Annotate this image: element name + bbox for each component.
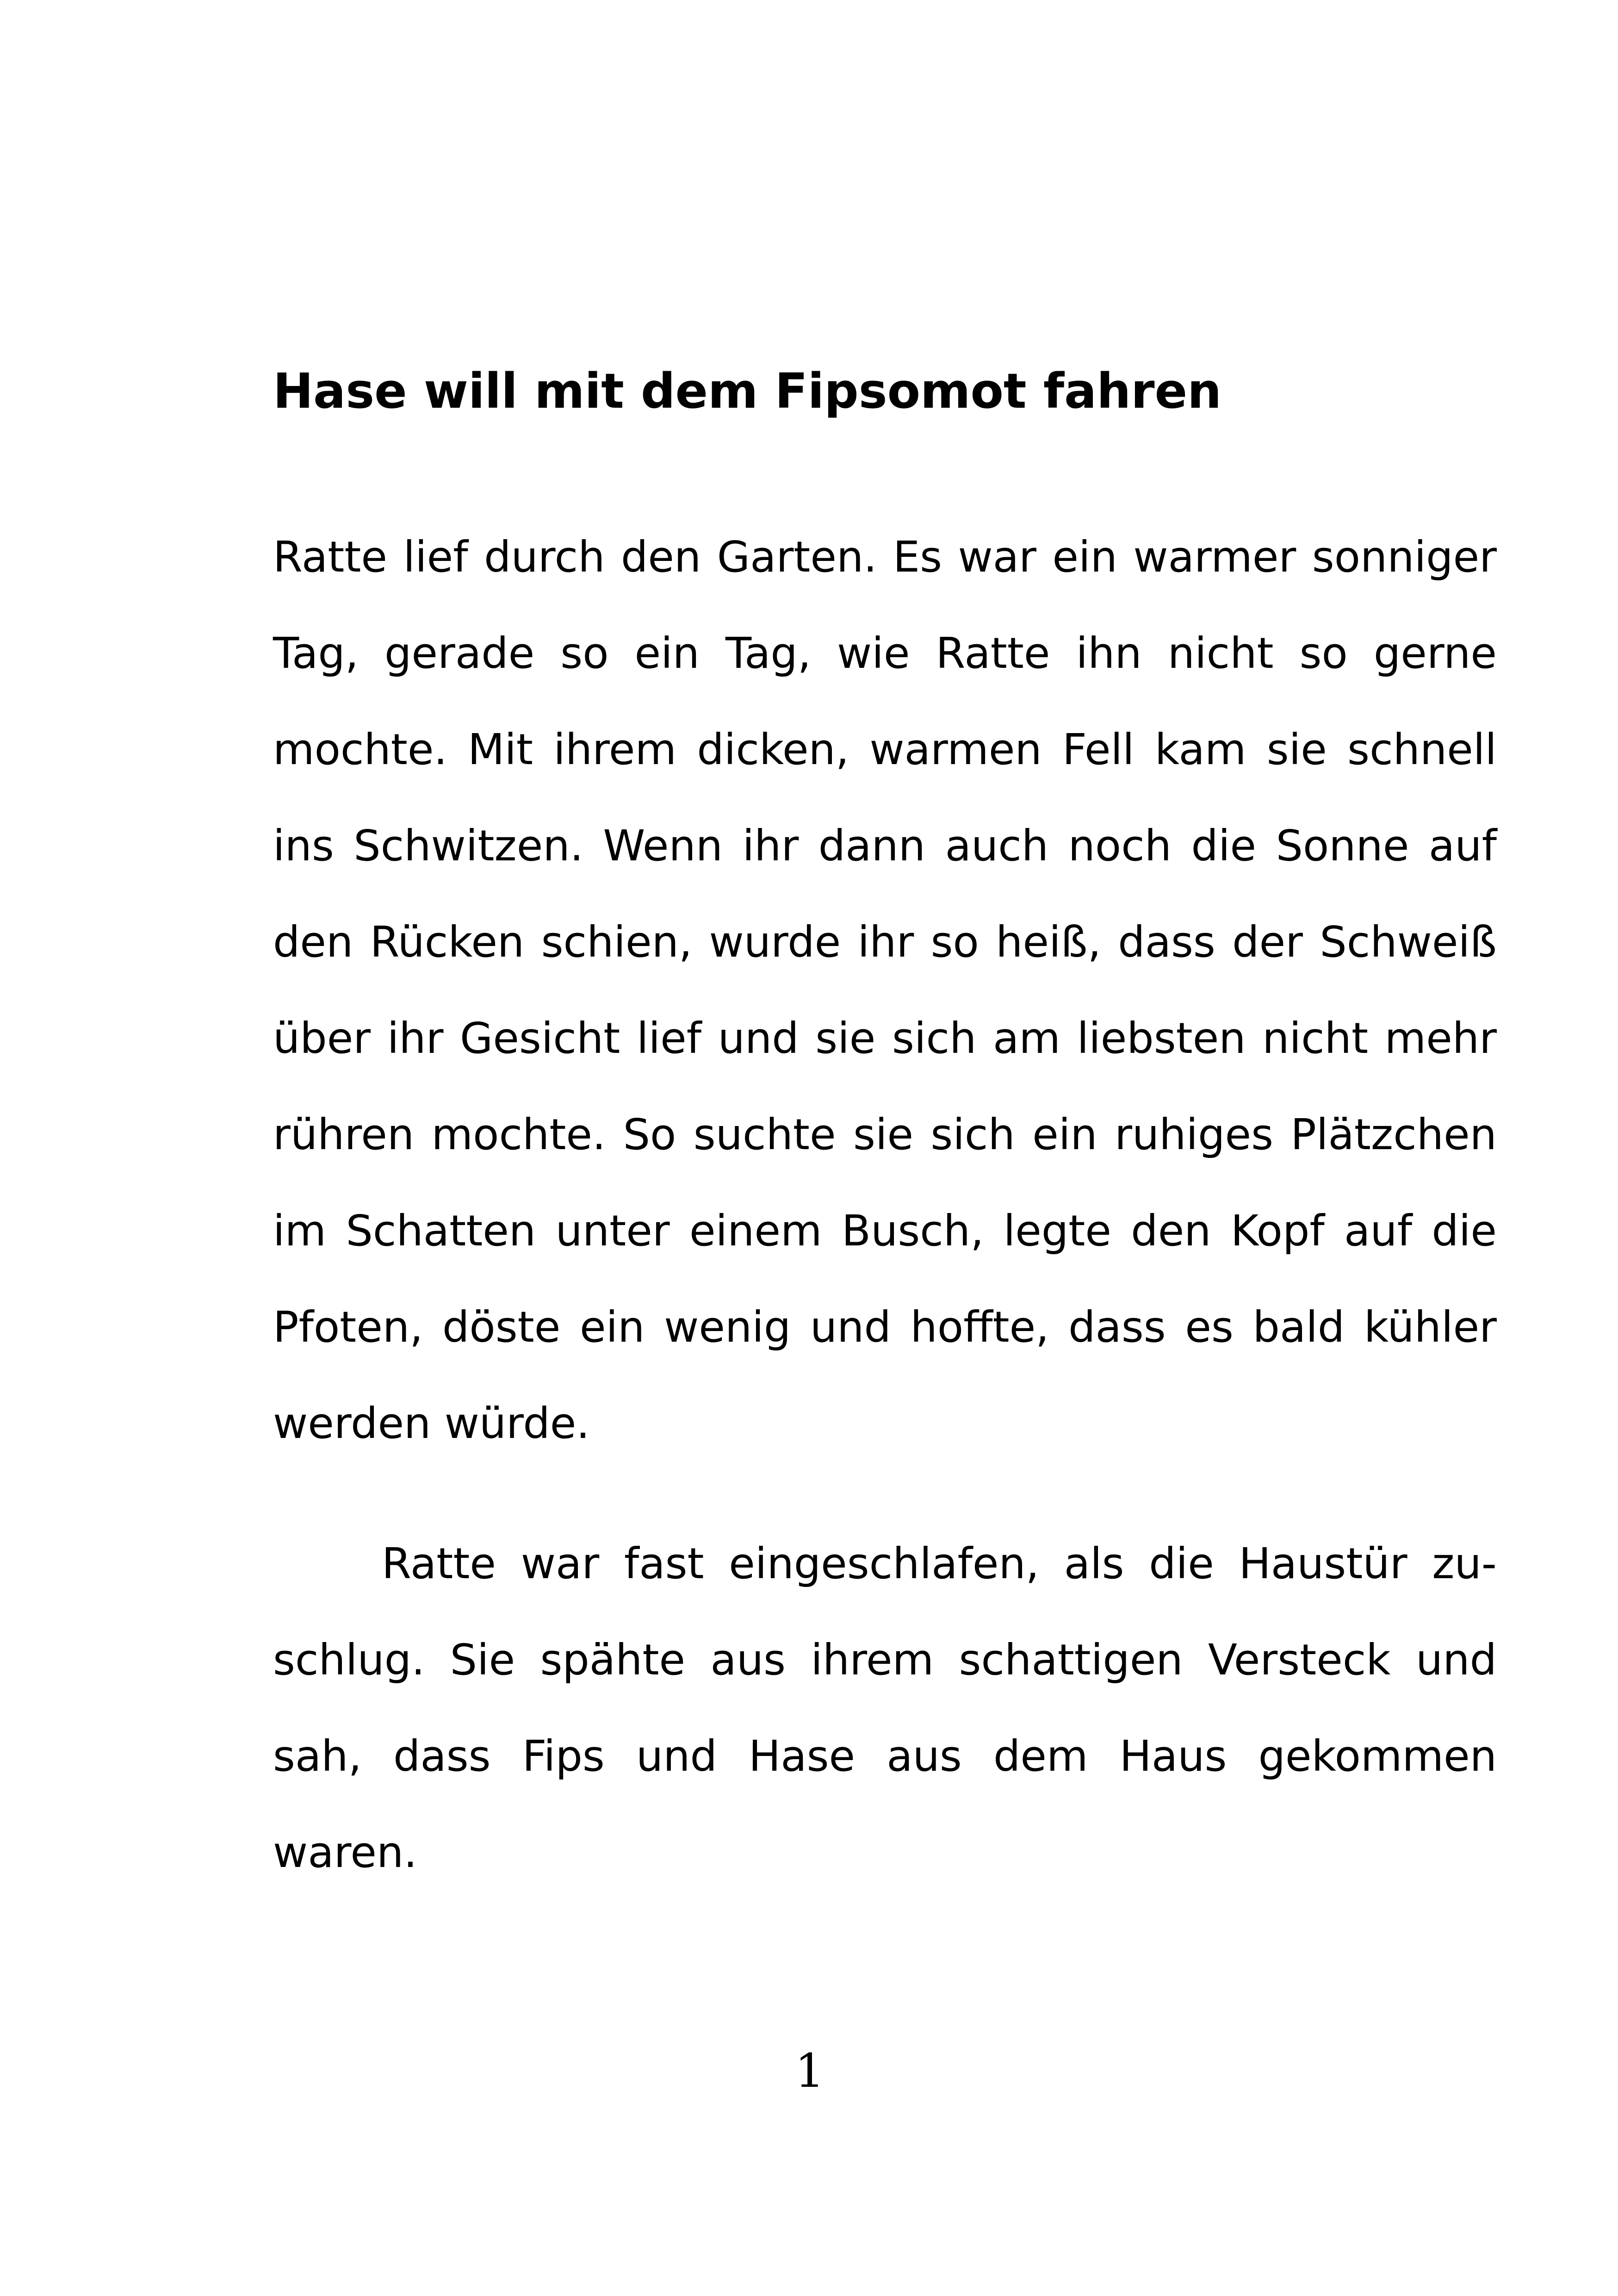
page-title: Hase will mit dem Fipsomot fahren [273,363,1222,419]
paragraph-2: Ratte war fast eingeschlafen, als die Haustür zu-schlug. Sie spähte aus ihrem schattigen Versteck und sah, dass Fips und Hase aus dem Haus gekommen waren. [273,1539,1497,1877]
page-number: 1 [795,2044,824,2098]
paragraph-1: Ratte lief durch den Garten. Es war ein warmer sonniger Tag, gerade so ein Tag, wie Ratte ihn nicht so gerne mochte. Mit ihrem dicken, warmen Fell kam sie schnell ins Schwitzen. Wenn ihr dann auch noch die Sonne auf den Rücken schien, wurde ihr so heiß, dass der Schweiß über ihr Gesicht lief und sie sich am liebsten nicht mehr rühren mochte. So suchte sie sich ein ruhiges Plätzchen im Schatten unter einem Busch, legte den Kopf auf die Pfoten, döste ein wenig und hoffte, dass es bald kühler werden würde. [273,532,1497,1448]
